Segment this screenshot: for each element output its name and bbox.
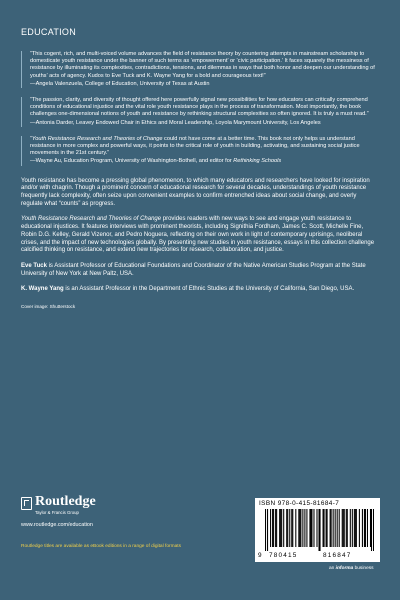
barcode-bar [298, 509, 299, 547]
barcode-bars [265, 509, 374, 551]
barcode-bar [350, 509, 351, 547]
barcode-bar [327, 509, 328, 547]
author-bio [21, 263, 378, 278]
barcode-bar [310, 509, 311, 547]
informa-prefix: an [329, 566, 336, 571]
barcode-bar [313, 509, 314, 547]
barcode-bar [364, 509, 365, 547]
barcode-bar [272, 509, 273, 547]
barcode-bar [339, 509, 340, 547]
informa-brand: informa [335, 566, 354, 571]
barcode-bar [267, 509, 268, 551]
barcode-bar [291, 509, 292, 547]
barcode-bar [302, 509, 303, 547]
barcode-bar [326, 509, 327, 547]
publisher-footer [0, 494, 400, 600]
publication-name: Rethinking Schools [233, 158, 282, 165]
ebook-note: Routledge titles are available as eBook editions in a range of digital formats [21, 544, 181, 549]
attribution-text: —Wayne Au, Education Program, University of Washington-Bothell, and editor for [30, 158, 234, 165]
barcode-bar [362, 509, 363, 547]
barcode-bar [289, 509, 290, 547]
isbn-text: ISBN 978-0-415-81684-7 [259, 500, 340, 507]
barcode-bar [306, 509, 307, 547]
barcode-bar [370, 509, 371, 547]
bio-text: is Assistant Professor of Educational Foundations and Coordinator of the Native American Studies Program at the State University of New York at New Paltz, USA. [21, 262, 366, 277]
book-title: Youth Resistance Research and Theories of Change [21, 216, 162, 223]
barcode-bar [347, 509, 348, 547]
author-name: Eve Tuck [21, 262, 47, 269]
barcode-bar [337, 509, 338, 547]
endorsement-quote [21, 51, 378, 88]
barcode-bar [323, 509, 324, 547]
open-quote: “ [30, 135, 32, 142]
cover-credit: Cover image: Shutterstock [21, 304, 76, 310]
quote-attribution [30, 158, 378, 165]
author-name: K. Wayne Yang [21, 286, 64, 293]
barcode-bar [283, 509, 284, 547]
barcode-bar [270, 509, 271, 547]
barcode-bar [304, 509, 305, 547]
barcode-bar [343, 509, 344, 547]
barcode-bar [292, 509, 293, 547]
bio-text: is an Assistant Professor in the Department of Ethnic Studies at the University of California, San Diego, USA. [63, 286, 355, 293]
barcode-bar [335, 509, 336, 547]
quote-attribution: —Angela Valenzuela, College of Education, University of Texas at Austin [30, 80, 210, 87]
barcode-digit-prefix: 9 [258, 552, 263, 559]
barcode-bar [299, 509, 300, 547]
barcode-bar [279, 509, 280, 547]
barcode-bar [373, 509, 374, 551]
barcode-bar [331, 509, 332, 547]
quote-text [30, 136, 378, 158]
category-label: EDUCATION [21, 27, 77, 37]
barcode-bar [365, 509, 366, 547]
barcode-bar [280, 509, 281, 547]
description-text: provides readers with new ways to see and engage youth resistance to educational injustices. It features interviews with prominent theorists, including Signithia Fordham, James C. Scott, Michelle Fine, Robin D.G. Kelley, Gerald Vizenor, and Pedro Noguera, reflecting on their own work in light of contemporary uprisings, neoliberal crises, and the impact of new technologies globally. By presenting new studies in youth resistance, essays in this collection challenge calcified thinking on resistance, and extend new trajectories for research, collaboration, and justice. [21, 216, 375, 254]
endorsement-quote [21, 136, 378, 166]
barcode-bar [273, 509, 274, 547]
barcode-bar [371, 509, 372, 551]
barcode-bar [344, 509, 345, 547]
barcode-bar [354, 509, 355, 547]
barcode-bar [300, 509, 301, 547]
barcode-bar [359, 509, 360, 547]
barcode-bar [356, 509, 357, 547]
quote-text: “The passion, clarity, and diversity of thought offered here powerfully signal new possibilities for how educators can critically comprehend conditions of educational injustice and the vital role youth resistance plays in the process of transformation. Most importantly, the book challenges one-dimensional notions of youth and resistance by rethinking structural complexities so often ignored. It is truly a must read.” [30, 97, 369, 118]
barcode-bar [276, 509, 277, 547]
quote-attribution: —Antonia Darder, Leavey Endowed Chair in Ethics and Moral Leadership, Loyola Marymount University, Los Angeles [30, 119, 321, 126]
barcode-bar [346, 509, 347, 547]
informa-business-mark [329, 566, 374, 571]
barcode-bar [309, 509, 310, 547]
barcode-bar [330, 509, 331, 547]
barcode-bar [367, 509, 368, 547]
barcode-digit-group: 816847 [323, 552, 352, 559]
barcode-bar [316, 509, 317, 547]
barcode-bar [287, 509, 288, 547]
barcode-bar [352, 509, 353, 547]
barcode-bar [265, 509, 266, 551]
barcode-digit-group: 780415 [269, 552, 298, 559]
description-paragraph [21, 216, 378, 255]
publisher-name: Routledge [35, 494, 96, 509]
quote-text: “This cogent, rich, and multi-voiced volume advances the field of resistance theory by countering attempts in mainstream scholarship to domesticate youth resistance under the banner of such terms as ‘empowerment’ or ‘civic participation.’ It faces squarely the messiness of resistance by illuminating its complexities, contradictions, tensions, and dilemmas in ways that both honor and deepen our understanding of youths’ acts of agency. Kudos to Eve Tuck and K. Wayne Yang for a bold and courageous text!” [30, 51, 375, 79]
barcode-bar [295, 509, 296, 547]
description-paragraph: Youth resistance has become a pressing global phenomenon, to which many educators and researchers have looked for inspiration and/or with chagrin. Though a prominent concern of educational research for several decades, understandings of youth resistance frequently lack complexity, often seize upon convenient examples to confirm entrenched ideas about social change, and overly regulate what “counts” as progress. [21, 177, 370, 207]
barcode-bar [333, 509, 334, 547]
routledge-logo-icon [21, 497, 32, 510]
isbn-barcode [255, 498, 380, 562]
barcode-bar [286, 509, 287, 547]
publisher-tagline: Taylor & Francis Group [35, 510, 79, 515]
publisher-url: www.routledge.com/education [21, 522, 93, 528]
author-bio [21, 286, 378, 294]
barcode-bar [318, 509, 319, 551]
book-title: Youth Resistance Research and Theories of Change [31, 135, 163, 142]
barcode-bar [311, 509, 312, 547]
informa-suffix: business [353, 566, 374, 571]
barcode-bar [342, 509, 343, 547]
barcode-bar [355, 509, 356, 547]
barcode-bar [320, 509, 321, 551]
barcode-bar [275, 509, 276, 547]
barcode-bar [281, 509, 282, 547]
quote-text-rest: could not have come at a better time. This book not only helps us understand resistance in more complex and powerful ways, it points to the critical role of youth in building, activating, and sustaining social justice movements in the 21st century.” [30, 135, 360, 157]
endorsement-quote [21, 97, 378, 127]
barcode-bar [324, 509, 325, 547]
